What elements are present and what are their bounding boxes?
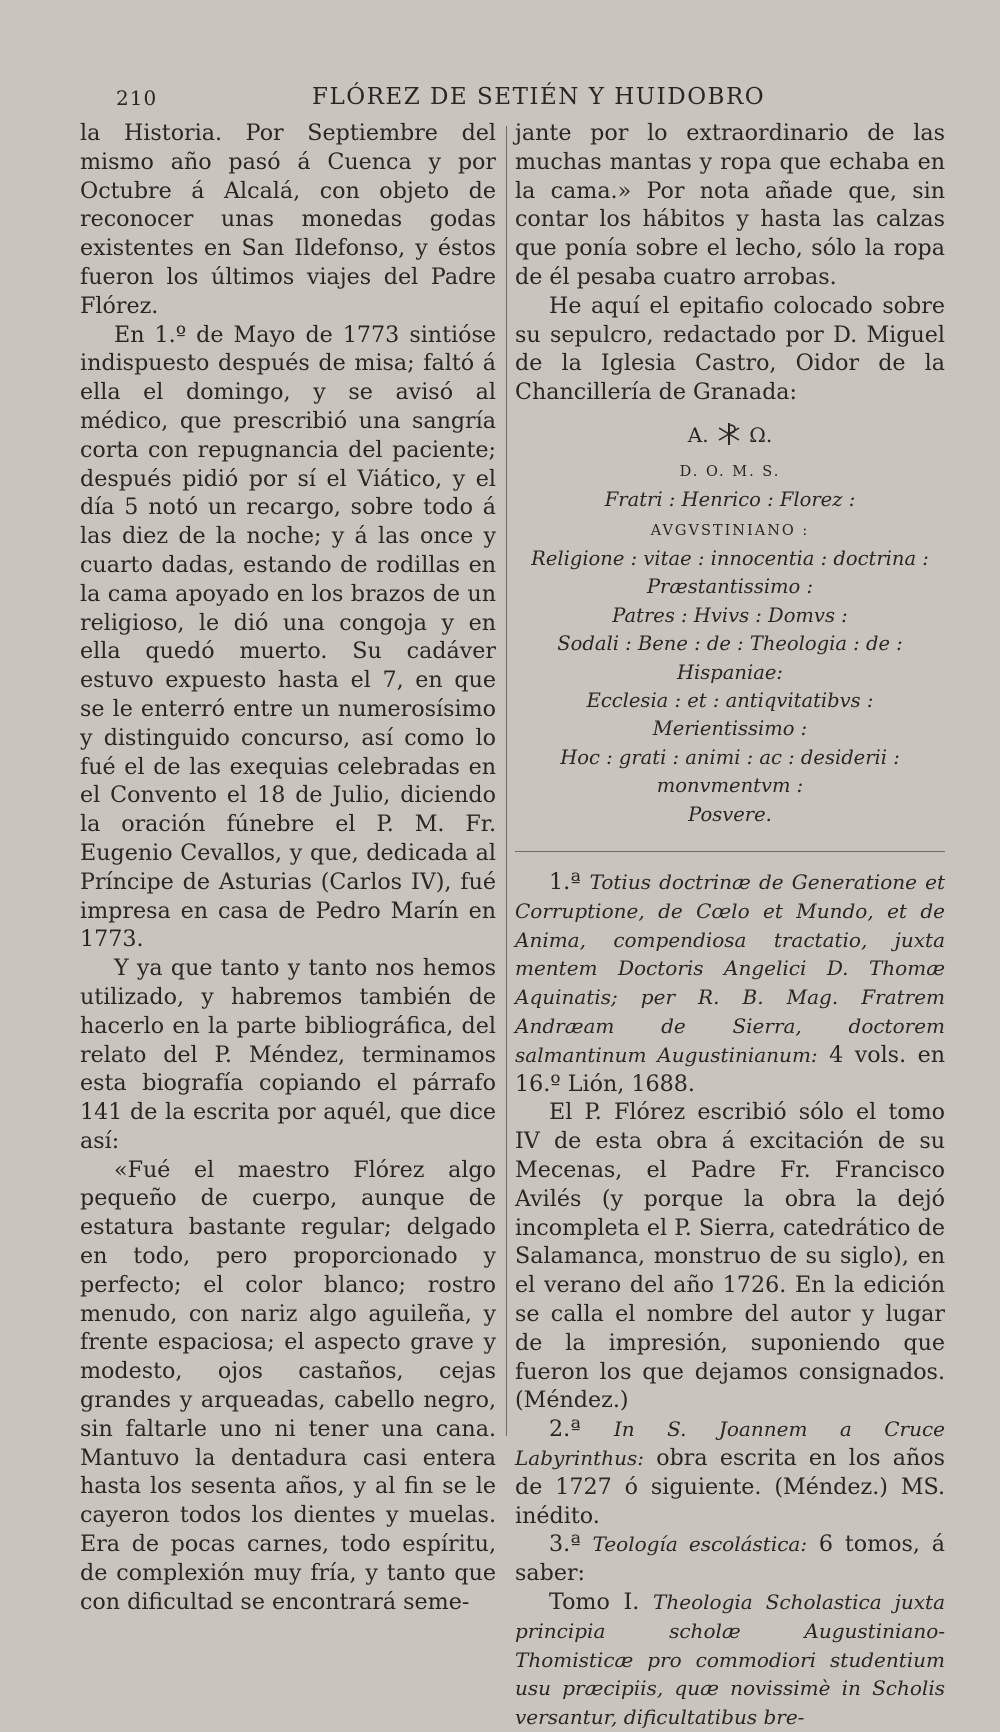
epitaph-line: Sodali : Bene : de : Theologia : de : Hispaniae: xyxy=(557,632,903,684)
volume-title: Theologia Scholastica juxta principia scholæ Augustiniano-Thomisticæ pro commodiori studentium usu præcipiis, quæ novissimè in Scholis versantur, dificultatibus bre- xyxy=(515,1589,945,1730)
right-column xyxy=(515,119,945,1732)
section-divider xyxy=(515,851,945,852)
column-divider xyxy=(506,126,507,1436)
running-title: FLÓREZ DE SETIÉN Y HUIDOBRO xyxy=(312,84,766,110)
epitaph-symbols xyxy=(515,421,945,450)
epitaph xyxy=(515,421,945,829)
epitaph-line: Merientissimo : xyxy=(652,717,808,741)
epitaph-line: D. O. M. S. xyxy=(679,463,781,480)
epitaph-line: Præstantissimo : xyxy=(646,575,814,599)
epitaph-line: Ecclesia : et : antiqvitatibvs : xyxy=(586,689,874,713)
entry-title: Teología escolástica: xyxy=(592,1532,808,1557)
paragraph: la Historia. Por Septiembre del mismo año pasó á Cuenca y por Octubre á Alcalá, con objeto de reconocer unas monedas godas existentes en San Ildefonso, y éstos fueron los últimos viajes del Padre Flórez. xyxy=(80,120,496,319)
entry-number: 2.ª xyxy=(549,1416,581,1443)
epitaph-line: Patres : Hvivs : Domvs : xyxy=(612,603,848,627)
paragraph: En 1.º de Mayo de 1773 sintióse indispuesto después de misa; faltó á ella el domingo, y se avisó al médico, que prescribió una sangría corta con repugnancia del paciente; después pidió por sí el Viático, y el día 5 notó un recargo, sobre todo á las diez de la noche; y á las once y cuarto dadas, estando de rodillas en la cama apoyado en los brazos de un religioso, le dió una congoja y en ella quedó muerto. Su cadáver estuvo expuesto hasta el 7, en que se le enterró entre un numerosísimo y distinguido concurso, así como lo fué el de las exequias celebradas en el Convento el 18 de Julio, diciendo la oración fúnebre el P. M. Fr. Eugenio Cevallos, y que, dedicada al Príncipe de Asturias (Carlos IV), fué impresa en casa de Pedro Marín en 1773. xyxy=(80,321,496,953)
paragraph: Y ya que tanto y tanto nos hemos utilizado, y habremos también de hacerlo en la parte bibliográfica, del relato del P. Méndez, terminamos esta biografía copiando el párrafo 141 de la escrita por aquél, que dice así: xyxy=(80,955,496,1154)
alpha-letter: A. xyxy=(687,422,709,447)
epitaph-line: AVGVSTINIANO : xyxy=(650,522,810,539)
entry-details: obra escrita en los años de 1727 ó siguiente. (Méndez.) MS. inédito. xyxy=(515,1444,945,1529)
entry-details: 4 vols. en 16.º Lión, 1688. xyxy=(515,1041,945,1097)
page-header xyxy=(0,84,1000,118)
bibliography-entry xyxy=(515,1530,945,1588)
christogram-icon xyxy=(715,422,743,446)
volume-label: Tomo I. xyxy=(549,1588,640,1615)
entry-title: In S. Joannem a Cruce Labyrinthus: xyxy=(515,1417,945,1470)
left-column xyxy=(80,119,496,1616)
epitaph-line: Posvere. xyxy=(688,802,772,826)
bibliography-entry xyxy=(515,868,945,1098)
bibliography-entry xyxy=(515,1415,945,1530)
entry-number: 3.ª xyxy=(549,1531,581,1558)
quote-paragraph: «Fué el maestro Flórez algo pequeño de cuerpo, aunque de estatura bastante regular; delgado en todo, pero proporcionado y perfecto; el color blanco; rostro menudo, con nariz algo aguileña, y frente espaciosa; el aspecto grave y modesto, ojos castaños, cejas grandes y arqueadas, cabello negro, sin faltarle uno ni tener una cana. Mantuvo la dentadura casi entera hasta los sesenta años, y al fin se le cayeron todos los dientes y muelas. Era de pocas carnes, todo espíritu, de complexión muy fría, y tanto que con dificultad se encontrará seme- xyxy=(80,1156,496,1615)
entry-number: 1.ª xyxy=(549,869,581,896)
paragraph: El P. Flórez escribió sólo el tomo IV de esta obra á excitación de su Mecenas, el Padre Fr. Francisco Avilés (y porque la obra la dejó incompleta el P. Sierra, catedrático de Salamanca, monstruo de su siglo), en el verano del año 1726. En la edición se calla el nombre del autor y lugar de la impresión, suponiendo que fueron los que dejamos consignados. (Méndez.) xyxy=(515,1099,945,1414)
volume-entry xyxy=(515,1588,945,1732)
entry-details: 6 tomos, á saber: xyxy=(515,1531,945,1587)
page-number: 210 xyxy=(116,86,158,110)
epitaph-line: Religione : vitae : innocentia : doctrina : xyxy=(531,546,929,570)
epitaph-line: Fratri : Henrico : Florez : xyxy=(604,488,856,512)
entry-title: Totius doctrinæ de Generatione et Corruptione, de Cœlo et Mundo, et de Anima, compendiosa tractatio, juxta mentem Doctoris Angelici D. Thomæ Aquinatis; per R. B. Mag. Fratrem Andræam de Sierra, doctorem salmantinum Augustinianum: xyxy=(515,870,945,1067)
omega-letter: Ω. xyxy=(749,422,773,447)
paragraph: He aquí el epitafio colocado sobre su sepulcro, redactado por D. Miguel de la Iglesia Castro, Oidor de la Chancillería de Granada: xyxy=(515,292,945,406)
epitaph-line: Hoc : grati : animi : ac : desiderii : monvmentvm : xyxy=(560,745,900,798)
paragraph: jante por lo extraordinario de las muchas mantas y ropa que echaba en la cama.» Por nota añade que, sin contar los hábitos y hasta las calzas que ponía sobre el lecho, sólo la ropa de él pesaba cuatro arrobas. xyxy=(515,120,945,290)
